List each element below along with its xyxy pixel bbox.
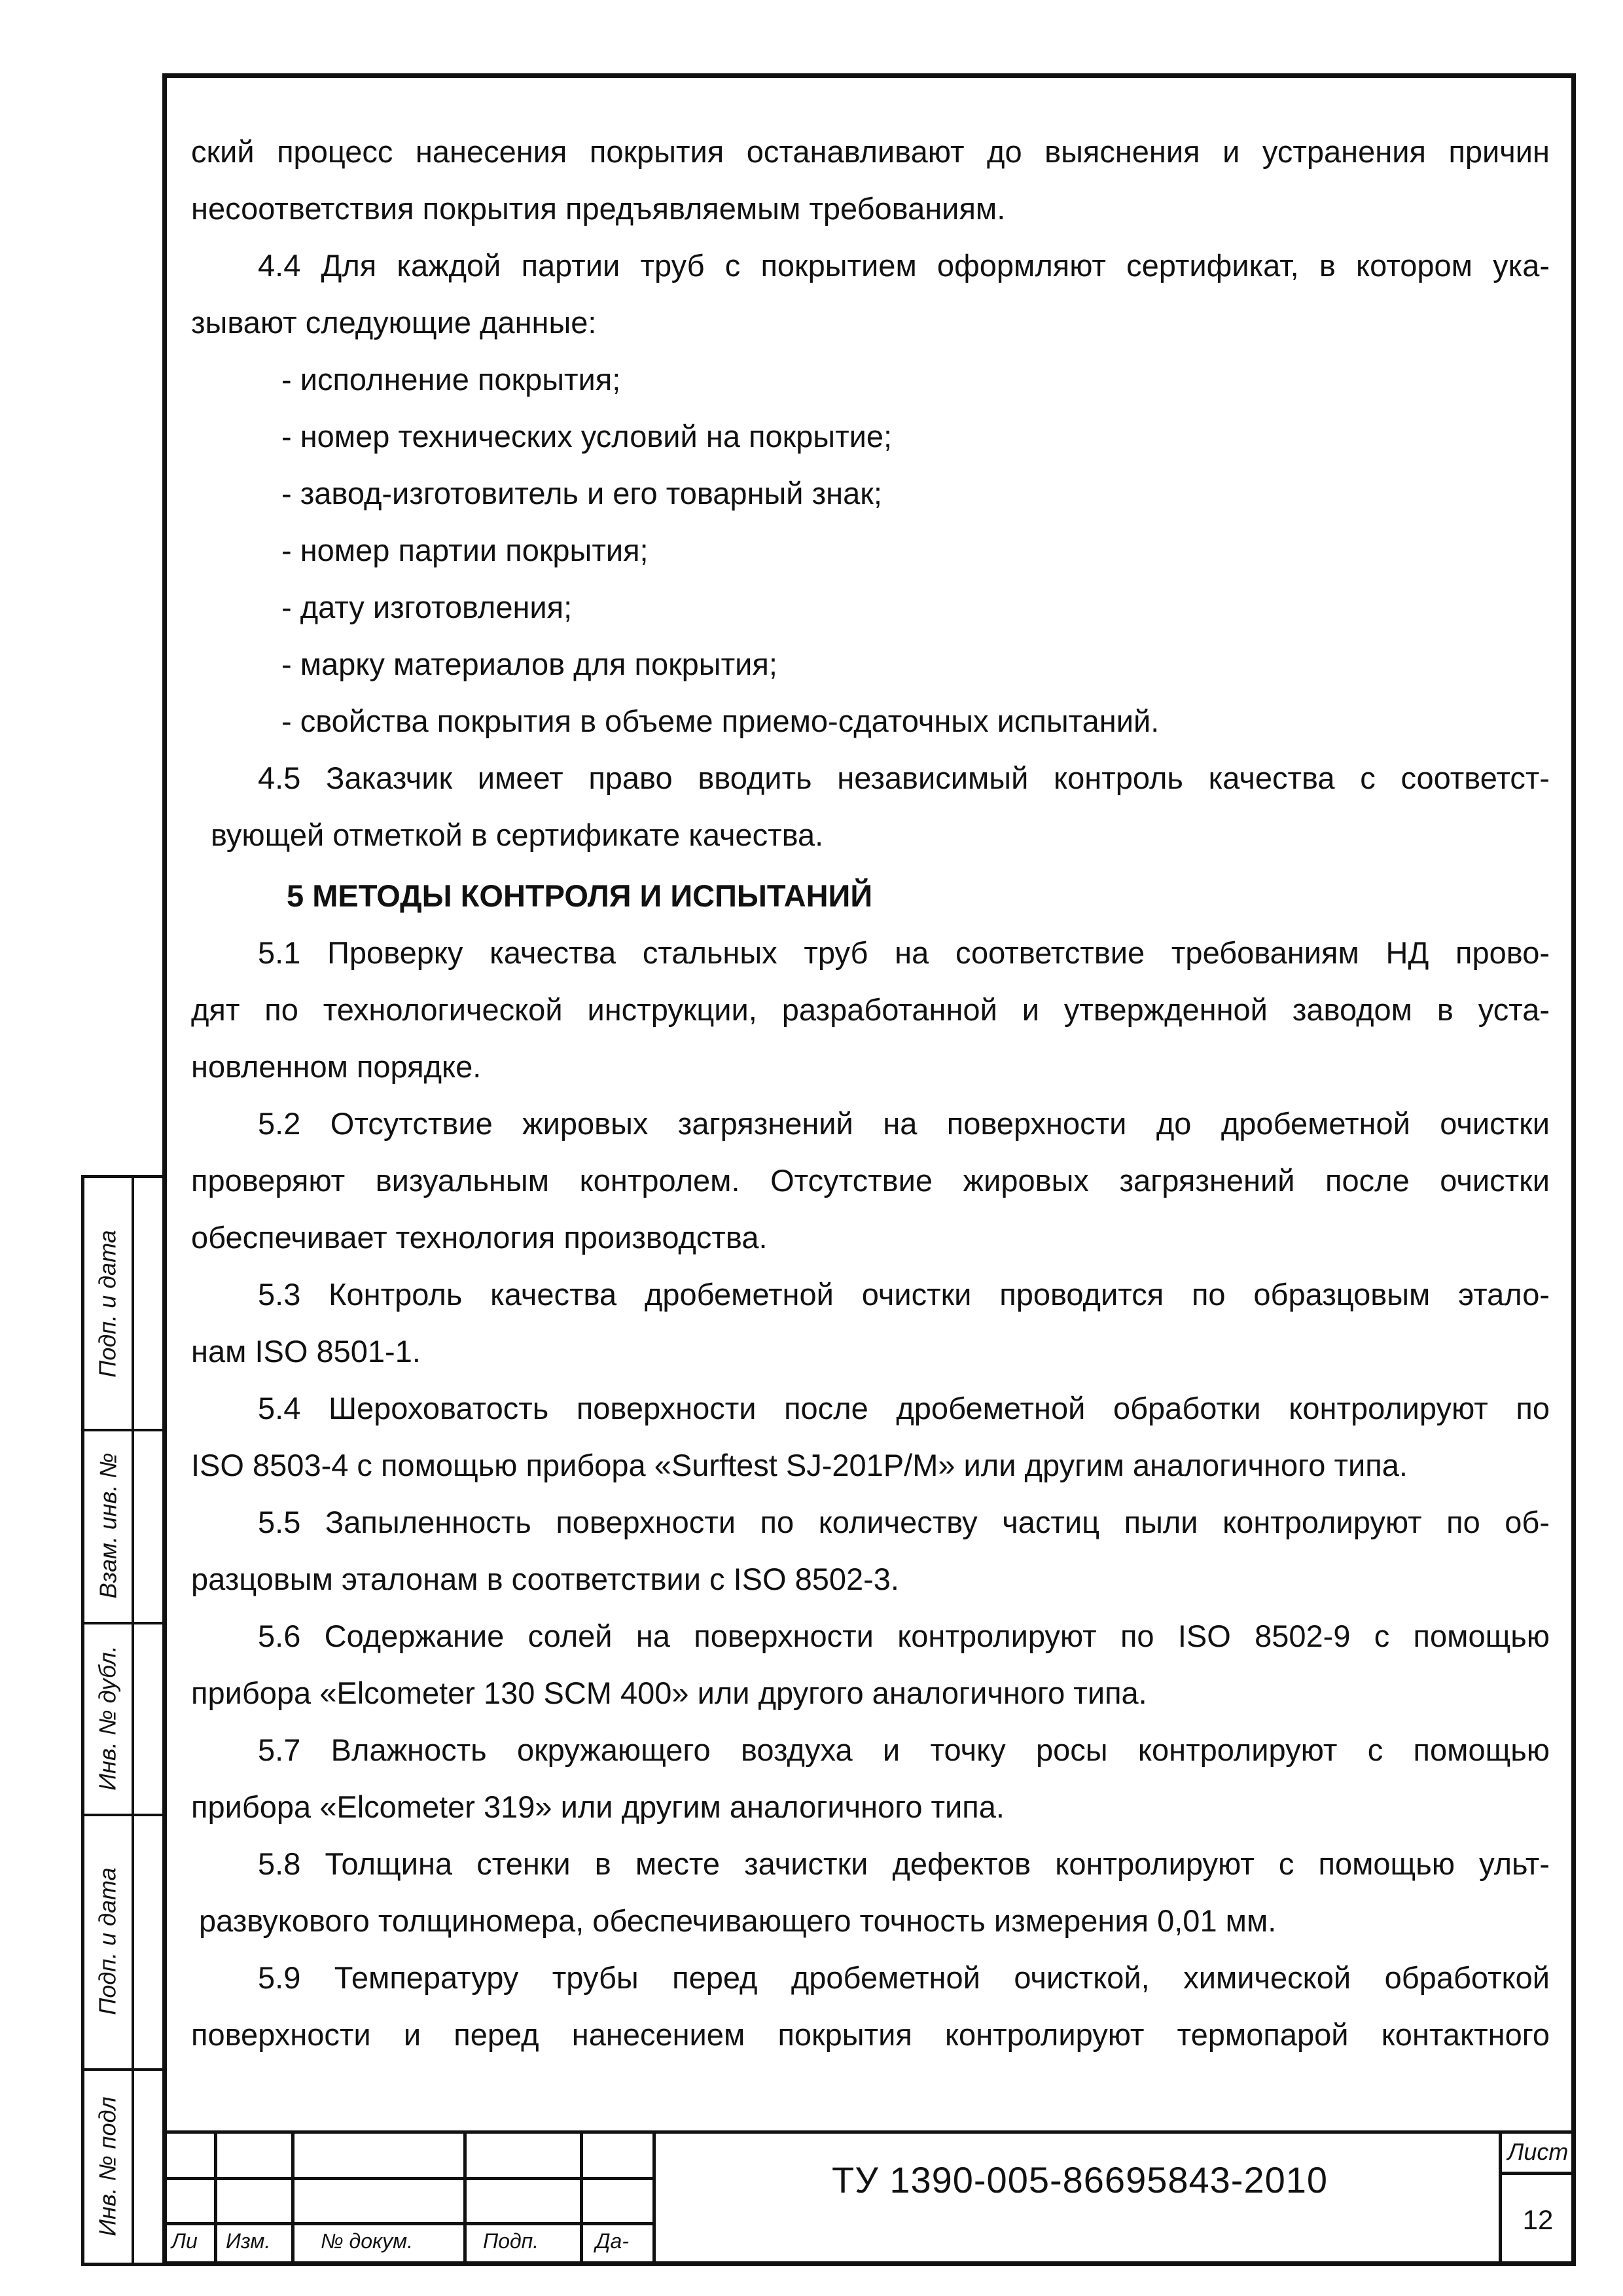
list-item: - исполнение покрытия; (281, 362, 621, 397)
paragraph-line: 5.1 Проверку качества стальных труб на соответствие требованиям НД прово- (258, 935, 1550, 970)
paragraph-line: 5.8 Толщина стенки в месте зачистки дефектов контролируют с помощью ульт- (258, 1846, 1550, 1881)
col-label-izm: Изм. (226, 2229, 271, 2253)
document-code: ТУ 1390-005-86695843-2010 (831, 2159, 1329, 2200)
paragraph-line: нам ISO 8501-1. (191, 1334, 421, 1369)
list-item: - дату изготовления; (281, 590, 573, 624)
stamp-cell (84, 1429, 132, 1622)
paragraph-line: зывают следующие данные: (191, 305, 597, 340)
paragraph-line: 5.5 Запыленность поверхности по количеству частиц пыли контролируют по об- (258, 1505, 1550, 1539)
stamp-label: Инв. № дубл. (94, 1645, 121, 1791)
title-block-col-line (291, 2130, 294, 2266)
paragraph-line: разцовым эталонам в соответствии с ISO 8502-3. (191, 1562, 899, 1596)
paragraph-line: несоответствия покрытия предъявляемым требованиям. (191, 191, 1006, 226)
section-heading: 5 МЕТОДЫ КОНТРОЛЯ И ИСПЫТАНИЙ (287, 878, 873, 913)
stamp-label: Взам. инв. № (94, 1452, 122, 1598)
paragraph-line: проверяют визуальным контролем. Отсутствие жировых загрязнений после очистки (191, 1163, 1550, 1198)
stamp-cell (84, 1622, 132, 1814)
stamp-cell (84, 1178, 132, 1429)
stamp-label: Подп. и дата (94, 1229, 121, 1378)
title-block-col-line (214, 2130, 217, 2266)
list-item: - номер технических условий на покрытие; (281, 419, 893, 454)
col-label-doc-number: № докум. (321, 2229, 413, 2253)
paragraph-line: прибора «Elcometer 319» или другим аналогичного типа. (191, 1789, 1005, 1824)
col-label-signature: Подп. (483, 2229, 539, 2253)
paragraph-line: 5.6 Содержание солей на поверхности контролируют по ISO 8502-9 с помощью (258, 1619, 1550, 1653)
list-item: - свойства покрытия в объеме приемо-сдаточных испытаний. (281, 704, 1160, 738)
paragraph-line: ский процесс нанесения покрытия останавливают до выяснения и устранения причин (191, 134, 1550, 169)
title-block-col-line (463, 2130, 467, 2266)
paragraph-line: 5.9 Температуру трубы перед дробеметной очисткой, химической обработкой (258, 1960, 1550, 1995)
stamp-label: Подп. и дата (94, 1867, 121, 2015)
sheet-number: 12 (1522, 2204, 1554, 2235)
paragraph-line: новленном порядке. (191, 1049, 482, 1084)
paragraph-line: прибора «Elcometer 130 SCM 400» или другого аналогичного типа. (191, 1676, 1147, 1710)
col-label-li: Ли (171, 2229, 198, 2253)
stamp-cell (84, 2068, 132, 2265)
paragraph-line: ISO 8503-4 с помощью прибора «Surftest SJ-201P/M» или другим аналогичного типа. (191, 1448, 1408, 1482)
paragraph-line: 4.4 Для каждой партии труб с покрытием оформляют сертификат, в котором ука- (258, 248, 1550, 283)
paragraph-line: 5.2 Отсутствие жировых загрязнений на поверхности до дробеметной очистки (258, 1106, 1550, 1141)
title-block-top-line (162, 2130, 1576, 2134)
side-stamp (81, 1175, 162, 2266)
stamp-column-divider (132, 1178, 134, 2263)
paragraph-line: вующей отметкой в сертификате качества. (211, 817, 824, 852)
title-block-col-line (580, 2130, 583, 2266)
paragraph-line: развукового толщиномера, обеспечивающего точность измерения 0,01 мм. (199, 1903, 1277, 1938)
list-item: - марку материалов для покрытия; (281, 647, 777, 681)
stamp-cell (84, 1814, 132, 2068)
paragraph-line: дят по технологической инструкции, разработанной и утвержденной заводом в уста- (191, 992, 1550, 1027)
paragraph-line: 5.4 Шероховатость поверхности после дробеметной обработки контролируют по (258, 1391, 1550, 1426)
list-item: - номер партии покрытия; (281, 533, 649, 567)
col-label-date: Да- (596, 2229, 629, 2253)
list-item: - завод-изготовитель и его товарный знак; (281, 476, 882, 511)
paragraph-line: обеспечивает технология производства. (191, 1220, 768, 1255)
paragraph-line: 5.7 Влажность окружающего воздуха и точку росы контролируют с помощью (258, 1732, 1550, 1767)
paragraph-line: 5.3 Контроль качества дробеметной очистки проводится по образцовым этало- (258, 1277, 1550, 1312)
paragraph-line: 4.5 Заказчик имеет право вводить независимый контроль качества с соответст- (258, 761, 1550, 795)
paragraph-line: поверхности и перед нанесением покрытия контролируют термопарой контактного (191, 2017, 1550, 2052)
stamp-label: Инв. № подл (94, 2096, 122, 2236)
document-body (191, 123, 1550, 2063)
sheet-label: Лист (1507, 2138, 1569, 2165)
